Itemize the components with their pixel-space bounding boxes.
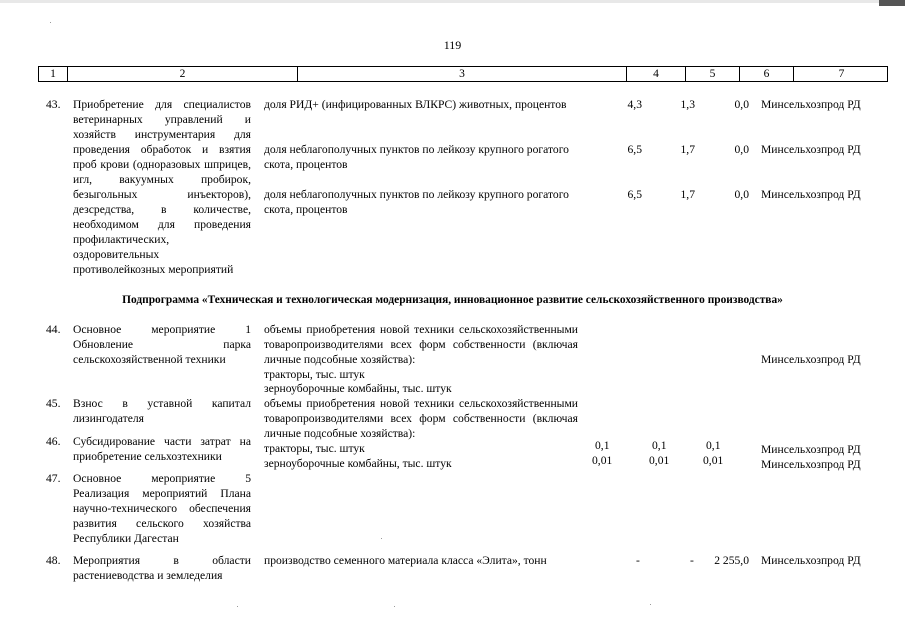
- scan-corner-mark: [879, 0, 905, 6]
- scan-speck: [237, 606, 238, 607]
- indicator-sub-tractors: тракторы, тыс. штук: [264, 368, 365, 381]
- row-number: 46.: [46, 435, 61, 448]
- value-col-5: 0,1: [652, 439, 667, 452]
- indicator-text: объемы приобретения новой техники сельскохозяйственными товаропроизводителями всех форм собственности (включая личные подсобные хозяйства):: [264, 397, 578, 440]
- header-col-5: 5: [686, 67, 740, 81]
- value-col-6: 0,1: [706, 439, 721, 452]
- executor: Минсельхозпрод РД: [761, 143, 861, 156]
- executor: Минсельхозпрод РД: [761, 98, 861, 111]
- value-col-5: 1,3: [680, 98, 695, 111]
- indicator-text: доля неблагополучных пунктов по лейкозу крупного рогатого скота, процентов: [264, 143, 569, 171]
- header-col-7: 7: [838, 68, 845, 80]
- activity-name: Субсидирование части затрат на приобретение сельхозтехники: [73, 435, 251, 463]
- header-col-6: 6: [740, 67, 794, 81]
- executor: Минсельхозпрод РД: [761, 353, 861, 366]
- value-col-6: 0,0: [734, 98, 749, 111]
- scan-speck: [650, 604, 651, 605]
- scan-top-edge: [0, 0, 905, 3]
- executor: Минсельхозпрод РД: [761, 458, 861, 471]
- value-col-4: 6,5: [627, 188, 642, 201]
- header-col-3: 3: [298, 67, 627, 81]
- value-col-4: 6,5: [627, 143, 642, 156]
- activity-name: Мероприятия в области растениеводства и земледелия: [73, 554, 251, 582]
- indicator-text: производство семенного материала класса «Элита», тонн: [264, 554, 547, 567]
- row-number: 47.: [46, 472, 61, 485]
- subprogram-title: Подпрограмма «Техническая и технологическая модернизация, инновационное развитие сельскохозяйственного производства»: [122, 294, 783, 306]
- value-col-6: 2 255,0: [714, 554, 749, 567]
- scan-speck: [394, 606, 395, 607]
- page-number: 119: [443, 38, 462, 52]
- indicator-text: объемы приобретения новой техники сельскохозяйственными товаропроизводителями всех форм собственности (включая личные подсобные хозяйства):: [264, 323, 578, 366]
- header-col-4: 4: [627, 67, 686, 81]
- indicator-text: доля неблагополучных пунктов по лейкозу крупного рогатого скота, процентов: [264, 188, 569, 216]
- header-col-2: 2: [68, 67, 298, 81]
- value-col-5: 1,7: [680, 188, 695, 201]
- value-col-6: 0,0: [734, 143, 749, 156]
- indicator-sub-combines: зерноуборочные комбайны, тыс. штук: [264, 382, 452, 395]
- row-number: 48.: [46, 554, 61, 567]
- executor: Минсельхозпрод РД: [761, 554, 861, 567]
- value-col-4: -: [636, 554, 640, 567]
- indicator-sub-combines: зерноуборочные комбайны, тыс. штук: [264, 457, 452, 470]
- value-col-6: 0,0: [734, 188, 749, 201]
- scan-speck: [381, 538, 382, 539]
- activity-name: Приобретение для специалистов ветеринарных управлений и хозяйств инструментария для проведения обработок и взятия проб крови (одноразовых шприцев, игл, вакуумных пробирок, безыгольных инъекторов), дезсредства, в количестве, необходимом для проведения профилактических, оздоровительных противолейкозных мероприятий: [73, 98, 251, 276]
- value-col-6: 0,01: [703, 454, 724, 467]
- value-col-4: 0,01: [592, 454, 613, 467]
- table-header: [38, 66, 888, 82]
- value-col-5: 1,7: [680, 143, 695, 156]
- value-col-5: -: [690, 554, 694, 567]
- value-col-5: 0,01: [649, 454, 670, 467]
- value-col-4: 4,3: [627, 98, 642, 111]
- row-number: 44.: [46, 323, 61, 336]
- row-number: 45.: [46, 397, 61, 410]
- header-col-1: 1: [39, 67, 68, 81]
- executor: Минсельхозпрод РД: [761, 443, 861, 456]
- activity-name: Основное мероприятие 5 Реализация мероприятий Плана научно-технического обеспечения развития сельского хозяйства Республики Дагестан: [73, 472, 251, 545]
- activity-name: Взнос в уставной капитал лизингодателя: [73, 397, 251, 425]
- indicator-text: доля РИД+ (инфицированных ВЛКРС) животных, процентов: [264, 98, 567, 111]
- scan-speck: [50, 22, 51, 23]
- activity-name: Основное мероприятие 1 Обновление парка сельскохозяйственной техники: [73, 323, 251, 366]
- indicator-sub-tractors: тракторы, тыс. штук: [264, 442, 365, 455]
- value-col-4: 0,1: [595, 439, 610, 452]
- row-number: 43.: [46, 98, 61, 111]
- executor: Минсельхозпрод РД: [761, 188, 861, 201]
